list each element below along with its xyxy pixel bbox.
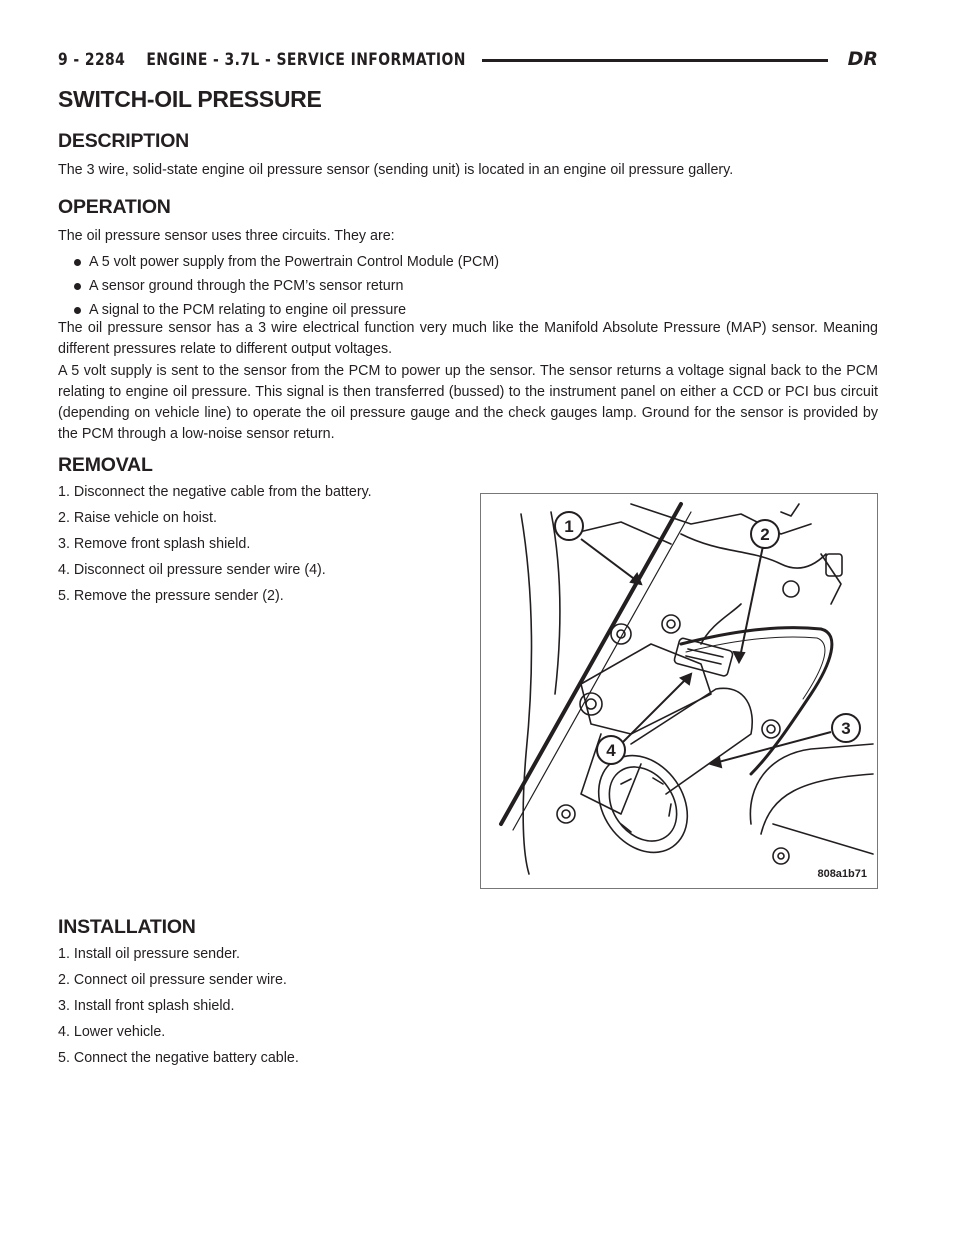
callout-4: 4 (606, 741, 616, 760)
list-item: 4. Lower vehicle. (58, 1024, 166, 1040)
list-item: A 5 volt power supply from the Powertrain Control Module (PCM) (74, 250, 499, 274)
engine-illustration (481, 494, 877, 888)
callout-2: 2 (760, 525, 770, 544)
header-code: DR (847, 48, 878, 70)
list-item: A signal to the PCM relating to engine oil pressure (74, 298, 499, 322)
list-item: 2. Raise vehicle on hoist. (58, 510, 217, 526)
list-item: A sensor ground through the PCM’s sensor return (74, 274, 499, 298)
figure-code: 808a1b71 (817, 868, 867, 880)
bullet-icon (74, 307, 81, 314)
list-item: 5. Remove the pressure sender (2). (58, 588, 284, 604)
installation-heading: INSTALLATION (58, 916, 196, 938)
callout-1: 1 (564, 517, 574, 536)
list-item: 5. Connect the negative battery cable. (58, 1050, 299, 1066)
operation-paragraph-1: The oil pressure sensor has a 3 wire electrical function very much like the Manifold Absolute Pressure (MAP) sensor. Meaning different pressures relate to different output voltages. (58, 320, 878, 357)
header-section-title: 9 - 2284 ENGINE - 3.7L - SERVICE INFORMATION (58, 50, 466, 70)
description-heading: DESCRIPTION (58, 130, 190, 152)
header-rule (482, 59, 828, 62)
bullet-icon (74, 283, 81, 290)
list-item: 2. Connect oil pressure sender wire. (58, 972, 287, 988)
installation-steps (58, 944, 299, 1074)
list-item: 1. Install oil pressure sender. (58, 946, 240, 962)
operation-heading: OPERATION (58, 196, 171, 218)
page-header (58, 48, 878, 72)
list-item: 1. Disconnect the negative cable from the battery. (58, 484, 372, 500)
operation-paragraph-2: A 5 volt supply is sent to the sensor from the PCM to power up the sensor. The sensor returns a voltage signal back to the PCM relating to engine oil pressure. This signal is then transferred (bussed) to the instrument panel on either a CCD or PCI bus circuit (depending on vehicle line) to operate the oil pressure gauge and the check gauges lamp. Ground for the sensor is provided by the PCM through a low-noise sensor return. (58, 363, 878, 442)
list-item: 3. Install front splash shield. (58, 998, 235, 1014)
oil-pressure-sender-figure (480, 493, 878, 889)
description-text: The 3 wire, solid-state engine oil pressure sensor (sending unit) is located in an engine oil pressure gallery. (58, 162, 734, 178)
callout-3: 3 (841, 719, 851, 738)
bullet-icon (74, 259, 81, 266)
removal-steps (58, 482, 372, 612)
operation-intro: The oil pressure sensor uses three circuits. They are: (58, 228, 395, 244)
list-item: 3. Remove front splash shield. (58, 536, 251, 552)
operation-bullet-list (74, 250, 499, 322)
removal-heading: REMOVAL (58, 454, 153, 476)
list-item: 4. Disconnect oil pressure sender wire (4). (58, 562, 326, 578)
page-title: SWITCH-OIL PRESSURE (58, 86, 322, 112)
